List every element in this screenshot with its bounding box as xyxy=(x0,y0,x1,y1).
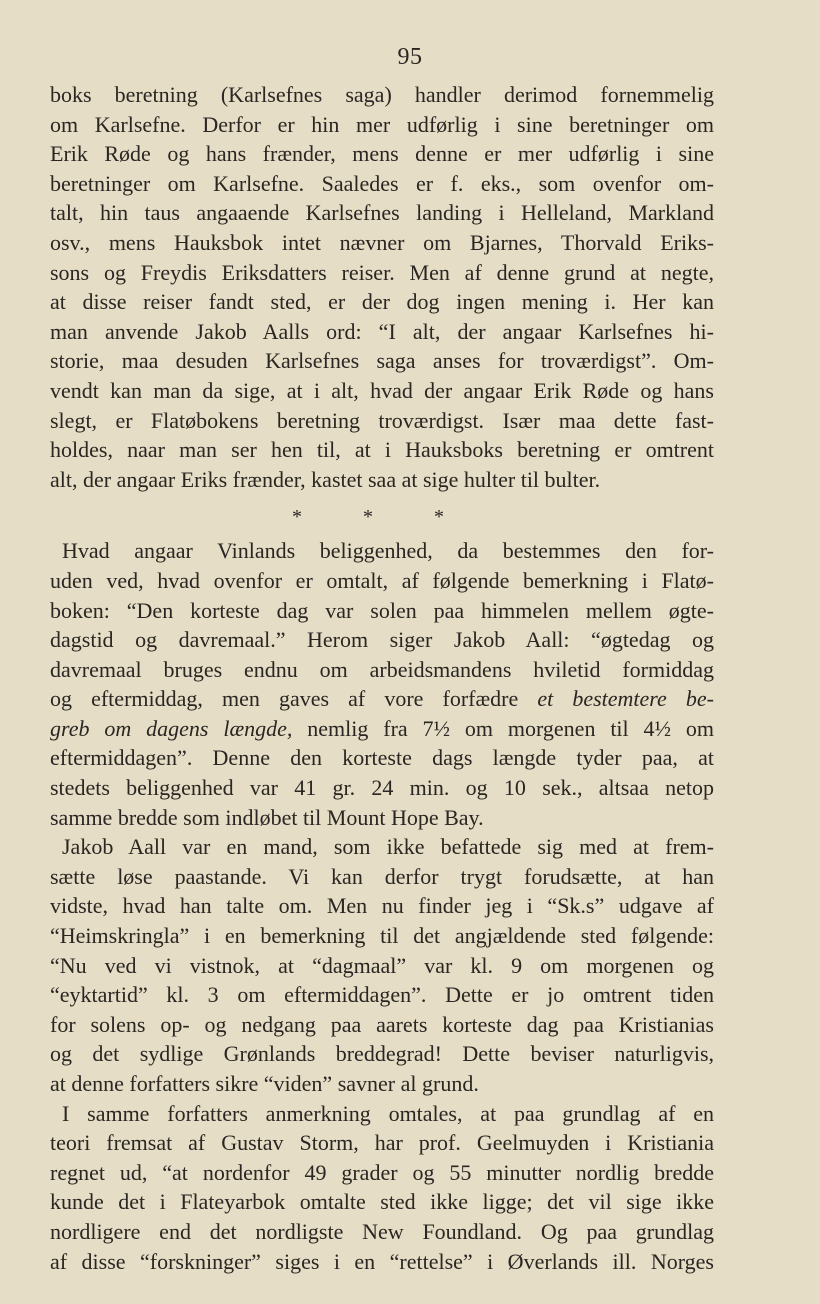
text-line: at disse reiser fandt sted, er der dog ingen mening i. Her kan xyxy=(50,289,714,315)
body-text xyxy=(50,80,714,1276)
text-line: samme bredde som indløbet til Mount Hope Bay. xyxy=(50,804,484,830)
section-separator: * * * xyxy=(292,506,472,529)
page-number: 95 xyxy=(397,44,423,70)
text-line: holdes, naar man ser hen til, at i Hauksboks beretning er omtrent xyxy=(50,437,714,463)
text-line: Erik Røde og hans frænder, mens denne er mer udførlig i sine xyxy=(50,141,714,167)
text-line: kunde det i Flateyarbok omtalte sted ikke ligge; det vil sige ikke xyxy=(50,1189,714,1215)
text-line: nordligere end det nordligste New Foundland. Og paa grundlag xyxy=(50,1218,714,1244)
italic-phrase: et bestemtere be- xyxy=(537,686,714,712)
text-line: dagstid og davremaal.” Herom siger Jakob Aall: “øgtedag og xyxy=(50,627,714,653)
text-line: beretninger om Karlsefne. Saaledes er f. eks., som ovenfor om- xyxy=(50,170,714,196)
text-line: boks beretning (Karlsefnes saga) handler derimod fornemmelig xyxy=(50,82,714,107)
text-line: eftermiddagen”. Denne den korteste dags længde tyder paa, at xyxy=(50,745,714,771)
text-line: osv., mens Hauksbok intet nævner om Bjarnes, Thorvald Eriks- xyxy=(50,229,714,255)
text-line: for solens op- og nedgang paa aarets korteste dag paa Kristianias xyxy=(50,1011,714,1037)
text-line: storie, maa desuden Karlsefnes saga anses for troværdigst”. Om- xyxy=(50,348,714,374)
text-line: af disse “forskninger” siges i en “rettelse” i Øverlands ill. Norges xyxy=(50,1248,714,1274)
text-line: davremaal bruges endnu om arbeidsmandens hviletid formiddag xyxy=(50,656,714,682)
text-line: uden ved, hvad ovenfor er omtalt, af følgende bemerkning i Flatø- xyxy=(50,567,714,593)
text-line: at denne forfatters sikre “viden” savner al grund. xyxy=(50,1071,479,1096)
text-line: vendt kan man da sige, at i alt, hvad der angaar Erik Røde og hans xyxy=(50,377,714,403)
text-line: I samme forfatters anmerkning omtales, at paa grundlag af en xyxy=(62,1100,714,1126)
text-segment: nemlig fra 7½ om morgenen til 4½ om xyxy=(307,715,715,741)
text-line: talt, hin taus angaaende Karlsefnes landing i Helleland, Markland xyxy=(50,200,714,226)
text-line: “Nu ved vi vistnok, at “dagmaal” var kl. 9 om morgenen og xyxy=(50,952,714,978)
text-line: Jakob Aall var en mand, som ikke befattede sig med at frem- xyxy=(62,834,714,860)
text-line: om Karlsefne. Derfor er hin mer udførlig i sine beretninger om xyxy=(50,111,714,137)
text-line: og det sydlige Grønlands breddegrad! Dette beviser naturligvis, xyxy=(50,1041,714,1067)
text-line: “Heimskringla” i en bemerkning til det angjældende sted følgende: xyxy=(50,923,714,949)
text-line: sons og Freydis Eriksdatters reiser. Men af denne grund at negte, xyxy=(50,259,714,285)
text-line: stedets beliggenhed var 41 gr. 24 min. og 10 sek., altsaa netop xyxy=(50,775,714,801)
text-line: slegt, er Flatøbokens beretning troværdigst. Især maa dette fast- xyxy=(50,407,714,433)
text-line: “eyktartid” kl. 3 om eftermiddagen”. Dette er jo omtrent tiden xyxy=(50,982,714,1008)
text-line xyxy=(50,714,714,744)
text-line: boken: “Den korteste dag var solen paa himmelen mellem øgte- xyxy=(50,597,714,623)
text-line xyxy=(50,684,714,714)
text-line: vidste, hvad han talte om. Men nu finder jeg i “Sk.s” udgave af xyxy=(50,893,714,919)
italic-phrase: greb om dagens længde, xyxy=(50,715,293,741)
text-line: teori fremsat af Gustav Storm, har prof. Geelmuyden i Kristiania xyxy=(50,1130,714,1156)
text-line: sætte løse paastande. Vi kan derfor trygt forudsætte, at han xyxy=(50,863,714,889)
text-line: regnet ud, “at nordenfor 49 grader og 55 minutter nordlig bredde xyxy=(50,1159,714,1185)
text-segment: og eftermiddag, men gaves af vore forfædre xyxy=(50,686,519,712)
text-line: man anvende Jakob Aalls ord: “I alt, der angaar Karlsefnes hi- xyxy=(50,318,714,344)
text-line: alt, der angaar Eriks frænder, kastet saa at sige hulter til bulter. xyxy=(50,466,601,492)
text-line: Hvad angaar Vinlands beliggenhed, da bestemmes den for- xyxy=(62,538,714,564)
